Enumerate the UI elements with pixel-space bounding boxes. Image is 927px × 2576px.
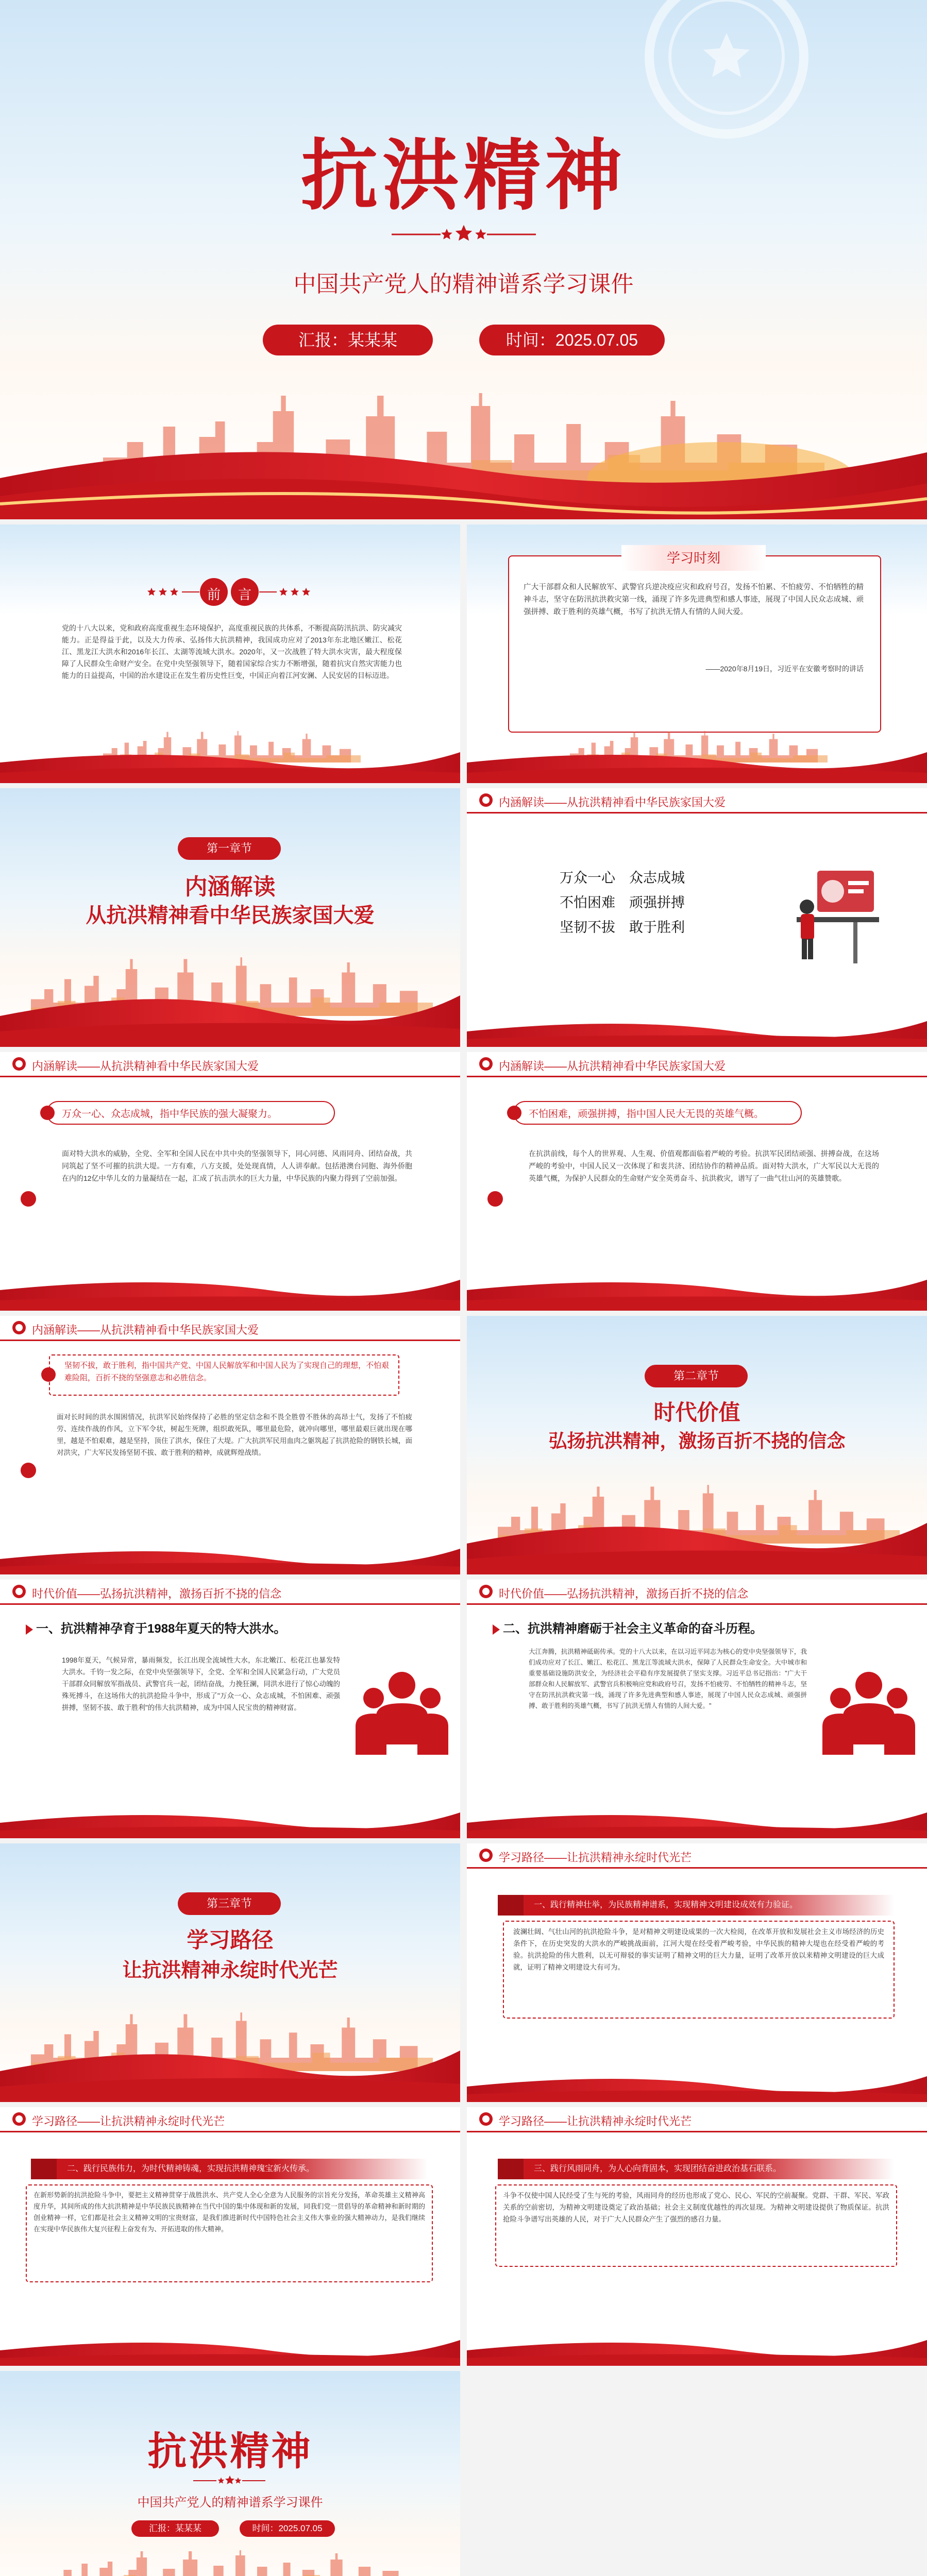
red-wave-footer — [0, 2330, 460, 2366]
slide-header — [0, 1580, 460, 1605]
party-emblem-icon — [479, 793, 493, 807]
section-text: 大江奔腾，抗洪精神砥砺传承。党的十八大以来，在以习近平同志为核心的党中央坚强领导下，我们成功应对了长江、嫩江、松花江、黑龙江等流域大洪水，保障了人民群众生命安全。大中城市和重要基础设施防洪安全，为经济社会平稳有序发展提供了坚实支撑。习近平总书记指出："广大干部群众和人民解放军、武警官兵积极响应党和政府号召，发扬不怕疲劳、不怕牺牲的精神斗志，坚守在防汛抗洪救灾第一线，涌现了许多先进典型和感人事迹，展现了中国人民众志成城、顽强拼搏、敢于胜利的英雄气概，书写了抗洪无情人有情的人间大爱。" — [529, 1648, 807, 1709]
red-wave-footer — [467, 1269, 927, 1311]
slide-header — [467, 1052, 927, 1078]
party-emblem-icon — [479, 2112, 493, 2126]
path1-slide — [467, 1843, 927, 2102]
study-slide — [467, 524, 927, 783]
cover-subtitle: 中国共产党人的精神谱系学习课件 — [293, 272, 634, 297]
city-skyline — [0, 939, 460, 1047]
section-text: 1998年夏天，气候异常，暴雨频发，长江出现全流域性大水，东北嫩江、松花江也暴发特大洪水。千钧一发之际，在党中央坚强领导下，全党、全军和全国人民紧急行动，广大党员干部群众同解放军指战员、武警官兵一起，团结奋战，力挽狂澜，同洪水进行了惊心动魄的殊死搏斗，在这场伟大的抗洪抢险斗争中，形成了"万众一心、众志成城，不怕困难、顽强拼搏，坚韧不拔、敢于胜利"的伟大抗洪精神，成为中国人民宝贵的精神财富。 — [62, 1656, 340, 1711]
slide-header — [0, 1316, 460, 1342]
detail2-slide — [467, 1052, 927, 1311]
detail1-slide — [0, 1052, 460, 1311]
highlight-text: 坚韧不拔，敢于胜利，指中国共产党、中国人民解放军和中国人民为了实现自己的理想，不怕艰难险阻，百折不挠的坚强意志和必胜信念。 — [64, 1361, 390, 1382]
intro1-slide — [467, 788, 927, 1047]
red-wave-footer — [467, 1802, 927, 1838]
slide-header-text: 时代价值——弘扬抗洪精神，激扬百折不挠的信念 — [499, 1587, 749, 1600]
slide-header — [467, 2107, 927, 2133]
section-bar: 二、践行民族伟力，为时代精神铸魂，实现抗洪精神瑰宝新火传承。 — [31, 2159, 428, 2179]
study-title: 学习时刻 — [621, 545, 766, 571]
intro-line: 万众一心 众志成城 — [560, 870, 685, 886]
red-wave-footer — [0, 1802, 460, 1838]
star-divider — [193, 2474, 265, 2487]
city-skyline — [0, 2540, 460, 2576]
section-text: 波澜壮阔、气壮山河的抗洪抢险斗争，是对精神文明建设成果的一次大检阅，在改革开放和发展社会主义市场经济的历史条件下，在历史突发的大洪水的严峻挑战面前，江河大堤在经受着严峻考验，中华民族的精神大堤也在经受着严峻的考验。抗洪抢险的伟大胜利，以无可辩驳的事实证明了精神文明的巨大力量，证明了改革开放以来精神文明建设的巨大成就，证明了精神文明建设大有可为。 — [513, 1928, 884, 1971]
star-icon — [441, 229, 452, 240]
party-emblem-icon — [12, 1585, 26, 1598]
preface-label-left: 前 — [207, 587, 221, 602]
slide-header — [0, 2107, 460, 2133]
slide-header — [467, 1843, 927, 1869]
chapter-subtitle: 弘扬抗洪精神，激扬百折不挠的信念 — [548, 1430, 846, 1451]
detail-text: 面对特大洪水的威胁，全党、全军和全国人民在中共中央的坚强领导下，同心同德、风雨同舟、团结奋战，共同筑起了坚不可摧的抗洪大堤。一方有难，八方支援，处处现真情，人人讲奉献。包括港澳台同胞、海外侨胞在内的12亿中华儿女的力量凝结在一起，汇成了抗击洪水的巨大力量，中华民族的内聚力得到了空前加强。 — [62, 1149, 412, 1182]
highlight-text: 不怕困难，顽强拼搏，指中国人民大无畏的英雄气概。 — [529, 1109, 764, 1120]
city-skyline — [467, 1466, 927, 1574]
chapter-title: 时代价值 — [653, 1400, 740, 1425]
highlight-box — [513, 1101, 802, 1125]
city-skyline — [0, 1994, 460, 2102]
red-wave-footer — [467, 1011, 927, 1047]
chapter-subtitle: 让抗洪精神永绽时代光芒 — [122, 1960, 338, 1981]
detail-text: 在抗洪前线，每个人的世界观、人生观、价值观都面临着严峻的考验。抗洪军民团结顽强、拼搏奋战，在这场严峻的考验中，中国人民又一次体现了和衷共济、团结协作的精神品质。面对特大洪水，广大军民以大无畏的英雄气概，为保护人民群众的生命财产安全英勇奋斗、抗洪救灾，谱写了一曲气壮山河的英雄赞歌。 — [529, 1149, 879, 1182]
slide-header-text: 学习路径——让抗洪精神永绽时代光芒 — [499, 1851, 692, 1864]
value2-slide — [467, 1580, 927, 1838]
star-icon — [475, 229, 486, 240]
slide-header-text: 内涵解读——从抗洪精神看中华民族家国大爱 — [32, 1324, 259, 1336]
party-emblem-icon — [479, 1057, 493, 1071]
cover-slide — [0, 0, 927, 519]
value1-slide — [0, 1580, 460, 1838]
study-text: 广大干部群众和人民解放军、武警官兵逆决疫应灾和政府号召，发扬不怕累、不怕疲劳、不怕牺牲的精神斗志，坚守在防汛抗洪救灾第一线，涌现了许多先进典型和感人事迹，展现了中国人民众志成城、顽强拼搏、敢于胜利的英雄气概，书写了抗洪无情人有情的人间大爱。 — [524, 583, 864, 616]
preface-heading — [142, 576, 312, 607]
detail3-slide — [0, 1316, 460, 1574]
ending-subtitle: 中国共产党人的精神谱系学习课件 — [137, 2496, 323, 2510]
chapter2-slide — [467, 1316, 927, 1574]
slide-header-text: 学习路径——让抗洪精神永绽时代光芒 — [499, 2115, 692, 2128]
red-wave-footer — [467, 726, 927, 783]
preface-text: 党的十八大以来，党和政府高度重视生态环境保护，高度重视民族的共体系，不断提高防汛抗洪、防灾减灾能力。正是得益于此，以及大力传承、弘扬伟大抗洪精神，我国成功应对了2013年东北地区嫩江、松花江、黑龙江大洪水和2016年长江、太湖等流域大洪水。2020年，又一次战胜了特大洪水灾害，最大程度保障了人民群众生命财产安全。在党中央坚强领导下，随着国家综合实力不断增强，随着抗灾自然灾害能力也能力的日益提高，中国的治水建设正在发生着历史性巨变，中国正向着江河安澜、人民安居的目标迈进。 — [62, 624, 402, 680]
party-emblem-icon — [21, 1191, 36, 1207]
red-wave-footer — [0, 726, 460, 783]
date-pill: 时间：2025.07.05 — [240, 2520, 335, 2537]
highlight-text: 万众一心、众志成城，指中华民族的强大凝聚力。 — [62, 1109, 278, 1120]
red-wave-footer — [467, 2330, 927, 2366]
reporter-pill: 汇报：某某某 — [131, 2520, 219, 2537]
intro-line: 不怕困难 顽强拼搏 — [560, 895, 685, 910]
slide-header-text: 学习路径——让抗洪精神永绽时代光芒 — [32, 2115, 225, 2128]
section-title: 二、抗洪精神磨砺于社会主义革命的奋斗历程。 — [493, 1618, 763, 1636]
red-wave-footer — [467, 2066, 927, 2102]
star-divider — [392, 222, 536, 247]
intro-line: 坚韧不拔 敢于胜利 — [560, 920, 685, 935]
section-text: 斗争不仅使中国人民经受了生与死的考验，风雨同舟的经历也形成了党心、民心、军民的空前凝聚。党群、干群、军民、军政关系的空前密切，为精神文明建设奠定了政治基础；社会主义制度优越性的再次显现。为精神文明建设提供了物质保证。抗洪抢险斗争谱写出英雄的人民，对于广大人民群众产生了强烈的感召力量。 — [503, 2192, 889, 2223]
slide-header — [467, 1580, 927, 1605]
detail-text: 面对长时间的洪水围困情况，抗洪军民始终保持了必胜的坚定信念和不畏全胜曾不胜休的高昂士气，发扬了不怕疲劳、连续作战的作风，立下军令状，树起生死牌，组织敢死队，哪里最危险，就冲向哪里，哪里最艰巨就出现在哪里，越是不怕艰难，越是坚持，顶住了洪水，保住了大堤。广大抗洪军民用血肉之躯筑起了抗洪抢险的钢铁长城，面对洪灾，广大军民发扬坚韧不拔、敢于胜利的精神，成就辉煌战绩。 — [57, 1413, 412, 1456]
date-pill: 时间：2025.07.05 — [479, 325, 665, 355]
party-emblem-icon — [479, 1849, 493, 1862]
star-icon — [456, 225, 472, 241]
party-emblem-icon — [479, 1585, 493, 1598]
reporter-pill: 汇报：某某某 — [263, 325, 433, 355]
slide-header-text: 内涵解读——从抗洪精神看中华民族家国大爱 — [32, 1060, 259, 1073]
chapter1-slide — [0, 788, 460, 1047]
city-skyline — [0, 349, 927, 519]
chapter-badge: 第二章节 — [645, 1365, 748, 1387]
path2-slide — [0, 2107, 460, 2366]
section-bar: 一、践行精神壮举，为民族精神谱系，实现精神文明建设成效有力验证。 — [498, 1895, 895, 1916]
ending-title: 抗洪精神 — [147, 2430, 313, 2473]
chapter-badge: 第一章节 — [178, 837, 281, 860]
preface-label-right: 言 — [238, 587, 251, 602]
slide-header-text: 内涵解读——从抗洪精神看中华民族家国大爱 — [499, 1060, 726, 1073]
chapter3-slide — [0, 1843, 460, 2102]
preface-slide — [0, 524, 460, 783]
red-wave-footer — [0, 1269, 460, 1311]
people-silhouette-icon — [356, 1667, 448, 1765]
cover-title: 抗洪精神 — [300, 132, 627, 219]
study-source: ——2020年8月19日，习近平在安徽考察时的讲话 — [705, 665, 864, 673]
slide-header — [0, 1052, 460, 1078]
people-silhouette-icon — [822, 1667, 915, 1765]
intro-lines — [560, 866, 685, 940]
chapter-subtitle: 从抗洪精神看中华民族家国大爱 — [86, 904, 375, 927]
party-emblem-icon — [12, 2112, 26, 2126]
party-emblem-icon — [21, 1463, 36, 1478]
chapter-badge: 第三章节 — [178, 1892, 281, 1915]
party-emblem-icon — [12, 1321, 26, 1334]
section-text: 在新形势新的抗洪抢险斗争中，要把主义精神贯穿于战胜洪水、共产党人全心全意为人民服务的宗旨充分发扬，革命英雄主义精神高度升华，其间所成的伟大抗洪精神是中华民族民族精神在当代中国的集中体现和新的发展，同我们党一贯倡导的革命精神和新时期的创业精神一样，它们都是社会主义精神文明的宝贵财富，是我们推进新时代中国特色社会主义伟大事业的强大精神动力，是我们继续在实现中华民族伟大复兴征程上奋发有为、开拓进取的伟大精神。 — [33, 2191, 425, 2233]
section-bar: 三、践行风雨同舟，为人心向背固本，实现团结奋进政治基石联系。 — [498, 2159, 895, 2179]
chapter-title: 内涵解读 — [184, 874, 276, 900]
path3-slide — [467, 2107, 927, 2366]
slide-header-text: 时代价值——弘扬抗洪精神，激扬百折不挠的信念 — [32, 1587, 282, 1600]
party-emblem-icon — [12, 1057, 26, 1071]
red-wave-footer — [0, 1538, 460, 1574]
slide-header-text: 内涵解读——从抗洪精神看中华民族家国大爱 — [499, 796, 726, 809]
worker-illustration — [776, 850, 895, 969]
highlight-box — [46, 1101, 335, 1125]
party-emblem-icon — [487, 1191, 503, 1207]
ending-slide — [0, 2371, 460, 2576]
chapter-title: 学习路径 — [187, 1928, 274, 1952]
highlight-dot — [41, 1367, 56, 1382]
slide-header — [467, 788, 927, 814]
section-title: 一、抗洪精神孕育于1988年夏天的特大洪水。 — [26, 1618, 286, 1636]
